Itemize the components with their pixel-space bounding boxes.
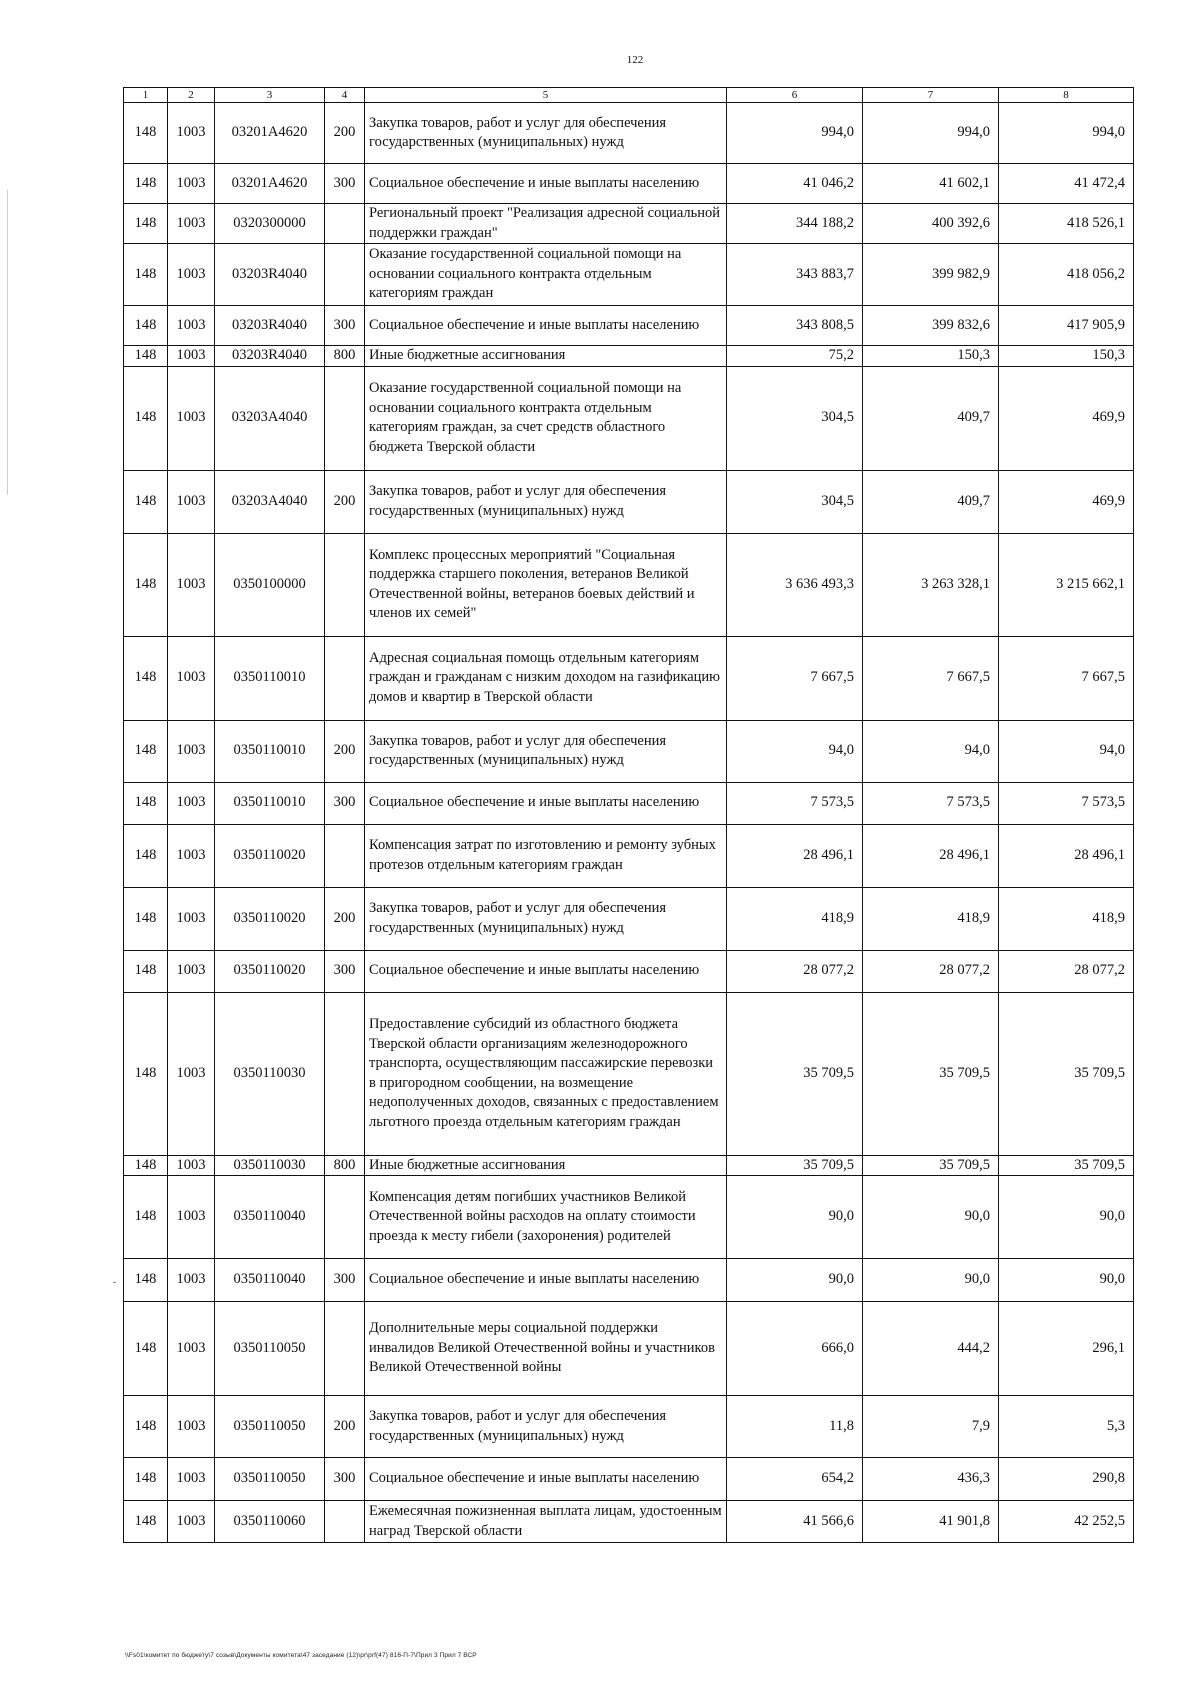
budget-table-container xyxy=(123,87,1133,1543)
table-row xyxy=(124,204,1134,244)
cell-target-code: 0350110030 xyxy=(215,992,325,1155)
cell-ministry-code: 148 xyxy=(124,992,168,1155)
cell-target-code: 0350110040 xyxy=(215,1176,325,1259)
cell-expense-type: 200 xyxy=(325,470,365,533)
cell-amount-col6: 994,0 xyxy=(727,103,863,164)
cell-description: Закупка товаров, работ и услуг для обеспечения государственных (муниципальных) нужд xyxy=(365,887,727,950)
file-path-footer: \\Fs01\комитет по бюджету\7 созыв\Документы комитета\47 заседание (12)\pr\prf(47) 816-П-7\Прил 3 Прил 7 ВСР xyxy=(125,1652,477,1659)
cell-expense-type: 300 xyxy=(325,1458,365,1501)
cell-ministry-code: 148 xyxy=(124,1396,168,1458)
cell-amount-col7: 418,9 xyxy=(863,887,999,950)
table-row xyxy=(124,824,1134,887)
cell-amount-col6: 35 709,5 xyxy=(727,1155,863,1176)
cell-target-code: 0350110050 xyxy=(215,1302,325,1396)
cell-expense-type: 300 xyxy=(325,950,365,992)
cell-description: Закупка товаров, работ и услуг для обеспечения государственных (муниципальных) нужд xyxy=(365,470,727,533)
scan-margin-mark xyxy=(7,190,8,495)
table-row xyxy=(124,782,1134,824)
cell-amount-col8: 90,0 xyxy=(999,1176,1134,1259)
cell-section-code: 1003 xyxy=(168,164,215,204)
cell-section-code: 1003 xyxy=(168,887,215,950)
cell-amount-col8: 994,0 xyxy=(999,103,1134,164)
cell-expense-type xyxy=(325,1501,365,1543)
cell-target-code: 0350110030 xyxy=(215,1155,325,1176)
table-row xyxy=(124,1396,1134,1458)
cell-section-code: 1003 xyxy=(168,346,215,367)
cell-amount-col6: 41 046,2 xyxy=(727,164,863,204)
table-row xyxy=(124,1302,1134,1396)
table-row xyxy=(124,636,1134,720)
cell-amount-col8: 7 667,5 xyxy=(999,636,1134,720)
cell-description: Социальное обеспечение и иные выплаты населению xyxy=(365,950,727,992)
cell-amount-col6: 90,0 xyxy=(727,1259,863,1302)
cell-amount-col7: 994,0 xyxy=(863,103,999,164)
cell-section-code: 1003 xyxy=(168,1155,215,1176)
cell-amount-col7: 7 573,5 xyxy=(863,782,999,824)
cell-description: Закупка товаров, работ и услуг для обеспечения государственных (муниципальных) нужд xyxy=(365,720,727,782)
cell-amount-col6: 343 808,5 xyxy=(727,306,863,346)
cell-description: Комплекс процессных мероприятий "Социальная поддержка старшего поколения, ветеранов Великой Отечественной войны, ветеранов боевых действий и членов их семей" xyxy=(365,533,727,636)
cell-expense-type xyxy=(325,992,365,1155)
cell-ministry-code: 148 xyxy=(124,244,168,306)
table-row xyxy=(124,887,1134,950)
cell-ministry-code: 148 xyxy=(124,636,168,720)
cell-target-code: 0350110050 xyxy=(215,1458,325,1501)
cell-expense-type: 200 xyxy=(325,103,365,164)
cell-target-code: 03201A4620 xyxy=(215,103,325,164)
cell-amount-col7: 399 982,9 xyxy=(863,244,999,306)
cell-section-code: 1003 xyxy=(168,1259,215,1302)
cell-section-code: 1003 xyxy=(168,636,215,720)
cell-expense-type: 200 xyxy=(325,887,365,950)
column-header-2: 2 xyxy=(168,88,215,103)
cell-amount-col7: 94,0 xyxy=(863,720,999,782)
table-row xyxy=(124,470,1134,533)
cell-description: Компенсация детям погибших участников Великой Отечественной войны расходов на оплату стоимости проезда к месту гибели (захоронения) родителей xyxy=(365,1176,727,1259)
cell-amount-col6: 418,9 xyxy=(727,887,863,950)
cell-section-code: 1003 xyxy=(168,1501,215,1543)
cell-target-code: 0350110010 xyxy=(215,636,325,720)
table-row xyxy=(124,1501,1134,1543)
cell-ministry-code: 148 xyxy=(124,1458,168,1501)
cell-amount-col7: 41 602,1 xyxy=(863,164,999,204)
cell-amount-col6: 3 636 493,3 xyxy=(727,533,863,636)
column-header-4: 4 xyxy=(325,88,365,103)
cell-section-code: 1003 xyxy=(168,244,215,306)
cell-section-code: 1003 xyxy=(168,1176,215,1259)
cell-expense-type: 800 xyxy=(325,1155,365,1176)
cell-description: Адресная социальная помощь отдельным категориям граждан и гражданам с низким доходом на газификацию домов и квартир в Тверской области xyxy=(365,636,727,720)
cell-section-code: 1003 xyxy=(168,720,215,782)
cell-description: Социальное обеспечение и иные выплаты населению xyxy=(365,1458,727,1501)
cell-description: Оказание государственной социальной помощи на основании социального контракта отдельным категориям граждан xyxy=(365,244,727,306)
cell-amount-col6: 7 573,5 xyxy=(727,782,863,824)
cell-amount-col8: 418 056,2 xyxy=(999,244,1134,306)
cell-amount-col8: 469,9 xyxy=(999,366,1134,470)
cell-ministry-code: 148 xyxy=(124,164,168,204)
cell-description: Дополнительные меры социальной поддержки инвалидов Великой Отечественной войны и участников Великой Отечественной войны xyxy=(365,1302,727,1396)
cell-amount-col7: 409,7 xyxy=(863,470,999,533)
cell-ministry-code: 148 xyxy=(124,346,168,367)
cell-amount-col8: 5,3 xyxy=(999,1396,1134,1458)
cell-target-code: 03203R4040 xyxy=(215,346,325,367)
cell-expense-type xyxy=(325,1302,365,1396)
cell-section-code: 1003 xyxy=(168,1302,215,1396)
table-row xyxy=(124,533,1134,636)
cell-amount-col8: 41 472,4 xyxy=(999,164,1134,204)
column-header-7: 7 xyxy=(863,88,999,103)
cell-description: Социальное обеспечение и иные выплаты населению xyxy=(365,1259,727,1302)
cell-amount-col7: 28 077,2 xyxy=(863,950,999,992)
cell-amount-col8: 94,0 xyxy=(999,720,1134,782)
column-header-6: 6 xyxy=(727,88,863,103)
cell-amount-col6: 41 566,6 xyxy=(727,1501,863,1543)
cell-ministry-code: 148 xyxy=(124,782,168,824)
cell-target-code: 0320300000 xyxy=(215,204,325,244)
cell-amount-col7: 436,3 xyxy=(863,1458,999,1501)
cell-expense-type xyxy=(325,366,365,470)
cell-section-code: 1003 xyxy=(168,470,215,533)
cell-amount-col6: 75,2 xyxy=(727,346,863,367)
table-row xyxy=(124,1259,1134,1302)
cell-amount-col7: 3 263 328,1 xyxy=(863,533,999,636)
cell-amount-col6: 343 883,7 xyxy=(727,244,863,306)
cell-amount-col7: 7 667,5 xyxy=(863,636,999,720)
table-row xyxy=(124,346,1134,367)
cell-ministry-code: 148 xyxy=(124,204,168,244)
cell-description: Иные бюджетные ассигнования xyxy=(365,1155,727,1176)
cell-ministry-code: 148 xyxy=(124,824,168,887)
cell-description: Региональный проект "Реализация адресной социальной поддержки граждан" xyxy=(365,204,727,244)
cell-amount-col8: 290,8 xyxy=(999,1458,1134,1501)
cell-target-code: 0350110010 xyxy=(215,782,325,824)
cell-target-code: 03203R4040 xyxy=(215,306,325,346)
cell-amount-col7: 41 901,8 xyxy=(863,1501,999,1543)
table-row xyxy=(124,164,1134,204)
cell-amount-col8: 417 905,9 xyxy=(999,306,1134,346)
cell-amount-col7: 7,9 xyxy=(863,1396,999,1458)
cell-amount-col7: 400 392,6 xyxy=(863,204,999,244)
cell-ministry-code: 148 xyxy=(124,1259,168,1302)
cell-expense-type: 300 xyxy=(325,164,365,204)
cell-amount-col6: 28 077,2 xyxy=(727,950,863,992)
cell-amount-col7: 399 832,6 xyxy=(863,306,999,346)
cell-amount-col7: 90,0 xyxy=(863,1259,999,1302)
column-header-8: 8 xyxy=(999,88,1134,103)
cell-amount-col8: 28 496,1 xyxy=(999,824,1134,887)
cell-section-code: 1003 xyxy=(168,366,215,470)
cell-description: Социальное обеспечение и иные выплаты населению xyxy=(365,164,727,204)
cell-amount-col7: 35 709,5 xyxy=(863,992,999,1155)
cell-amount-col8: 418 526,1 xyxy=(999,204,1134,244)
cell-target-code: 03203A4040 xyxy=(215,470,325,533)
cell-ministry-code: 148 xyxy=(124,103,168,164)
scan-dot-mark xyxy=(113,1282,116,1283)
page-number: 122 xyxy=(626,54,644,66)
cell-amount-col8: 35 709,5 xyxy=(999,992,1134,1155)
cell-ministry-code: 148 xyxy=(124,720,168,782)
cell-expense-type xyxy=(325,533,365,636)
table-row xyxy=(124,103,1134,164)
cell-description: Предоставление субсидий из областного бюджета Тверской области организациям железнодорожного транспорта, осуществляющим пассажирские перевозки в пригородном сообщении, на возмещение недополученных доходов, связанных с предоставлением льготного проезда отдельным категориям граждан xyxy=(365,992,727,1155)
cell-target-code: 03201A4620 xyxy=(215,164,325,204)
cell-ministry-code: 148 xyxy=(124,533,168,636)
cell-ministry-code: 148 xyxy=(124,1176,168,1259)
cell-amount-col6: 344 188,2 xyxy=(727,204,863,244)
cell-amount-col6: 28 496,1 xyxy=(727,824,863,887)
cell-amount-col6: 35 709,5 xyxy=(727,992,863,1155)
cell-amount-col6: 666,0 xyxy=(727,1302,863,1396)
cell-ministry-code: 148 xyxy=(124,1155,168,1176)
cell-expense-type xyxy=(325,244,365,306)
cell-section-code: 1003 xyxy=(168,992,215,1155)
table-row xyxy=(124,1176,1134,1259)
cell-ministry-code: 148 xyxy=(124,470,168,533)
table-row xyxy=(124,366,1134,470)
cell-expense-type: 200 xyxy=(325,1396,365,1458)
cell-amount-col6: 90,0 xyxy=(727,1176,863,1259)
cell-section-code: 1003 xyxy=(168,204,215,244)
column-header-5: 5 xyxy=(365,88,727,103)
cell-amount-col6: 7 667,5 xyxy=(727,636,863,720)
cell-expense-type xyxy=(325,636,365,720)
cell-description: Закупка товаров, работ и услуг для обеспечения государственных (муниципальных) нужд xyxy=(365,103,727,164)
cell-section-code: 1003 xyxy=(168,950,215,992)
cell-amount-col8: 7 573,5 xyxy=(999,782,1134,824)
cell-target-code: 0350110060 xyxy=(215,1501,325,1543)
cell-expense-type xyxy=(325,204,365,244)
cell-amount-col6: 94,0 xyxy=(727,720,863,782)
budget-table xyxy=(123,87,1134,1543)
cell-description: Компенсация затрат по изготовлению и ремонту зубных протезов отдельным категориям граждан xyxy=(365,824,727,887)
cell-description: Закупка товаров, работ и услуг для обеспечения государственных (муниципальных) нужд xyxy=(365,1396,727,1458)
cell-expense-type xyxy=(325,824,365,887)
table-row xyxy=(124,720,1134,782)
cell-target-code: 0350110050 xyxy=(215,1396,325,1458)
cell-expense-type: 800 xyxy=(325,346,365,367)
column-header-1: 1 xyxy=(124,88,168,103)
cell-ministry-code: 148 xyxy=(124,1302,168,1396)
cell-section-code: 1003 xyxy=(168,1458,215,1501)
cell-amount-col6: 11,8 xyxy=(727,1396,863,1458)
table-row xyxy=(124,1458,1134,1501)
cell-target-code: 03203R4040 xyxy=(215,244,325,306)
cell-description: Социальное обеспечение и иные выплаты населению xyxy=(365,306,727,346)
cell-description: Социальное обеспечение и иные выплаты населению xyxy=(365,782,727,824)
cell-ministry-code: 148 xyxy=(124,1501,168,1543)
table-row xyxy=(124,1155,1134,1176)
cell-amount-col6: 304,5 xyxy=(727,470,863,533)
table-header-row xyxy=(124,88,1134,103)
cell-target-code: 0350110040 xyxy=(215,1259,325,1302)
cell-section-code: 1003 xyxy=(168,824,215,887)
cell-target-code: 0350100000 xyxy=(215,533,325,636)
cell-target-code: 0350110020 xyxy=(215,950,325,992)
cell-ministry-code: 148 xyxy=(124,887,168,950)
cell-amount-col7: 444,2 xyxy=(863,1302,999,1396)
table-row xyxy=(124,244,1134,306)
column-header-3: 3 xyxy=(215,88,325,103)
cell-amount-col7: 28 496,1 xyxy=(863,824,999,887)
cell-amount-col6: 654,2 xyxy=(727,1458,863,1501)
cell-expense-type: 200 xyxy=(325,720,365,782)
table-row xyxy=(124,992,1134,1155)
cell-description: Ежемесячная пожизненная выплата лицам, удостоенным наград Тверской области xyxy=(365,1501,727,1543)
cell-section-code: 1003 xyxy=(168,306,215,346)
cell-section-code: 1003 xyxy=(168,782,215,824)
cell-target-code: 03203A4040 xyxy=(215,366,325,470)
cell-section-code: 1003 xyxy=(168,103,215,164)
cell-expense-type xyxy=(325,1176,365,1259)
cell-amount-col8: 469,9 xyxy=(999,470,1134,533)
cell-section-code: 1003 xyxy=(168,533,215,636)
cell-amount-col6: 304,5 xyxy=(727,366,863,470)
cell-description: Оказание государственной социальной помощи на основании социального контракта отдельным категориям граждан, за счет средств областного бюджета Тверской области xyxy=(365,366,727,470)
cell-amount-col8: 28 077,2 xyxy=(999,950,1134,992)
cell-target-code: 0350110020 xyxy=(215,824,325,887)
cell-amount-col8: 418,9 xyxy=(999,887,1134,950)
cell-ministry-code: 148 xyxy=(124,950,168,992)
cell-expense-type: 300 xyxy=(325,1259,365,1302)
cell-amount-col8: 35 709,5 xyxy=(999,1155,1134,1176)
cell-ministry-code: 148 xyxy=(124,306,168,346)
cell-amount-col7: 150,3 xyxy=(863,346,999,367)
cell-section-code: 1003 xyxy=(168,1396,215,1458)
cell-amount-col8: 150,3 xyxy=(999,346,1134,367)
cell-target-code: 0350110010 xyxy=(215,720,325,782)
cell-expense-type: 300 xyxy=(325,782,365,824)
cell-amount-col8: 3 215 662,1 xyxy=(999,533,1134,636)
cell-target-code: 0350110020 xyxy=(215,887,325,950)
cell-amount-col7: 90,0 xyxy=(863,1176,999,1259)
cell-expense-type: 300 xyxy=(325,306,365,346)
cell-amount-col8: 90,0 xyxy=(999,1259,1134,1302)
cell-description: Иные бюджетные ассигнования xyxy=(365,346,727,367)
table-row xyxy=(124,950,1134,992)
table-row xyxy=(124,306,1134,346)
cell-amount-col7: 35 709,5 xyxy=(863,1155,999,1176)
cell-amount-col7: 409,7 xyxy=(863,366,999,470)
cell-amount-col8: 296,1 xyxy=(999,1302,1134,1396)
cell-amount-col8: 42 252,5 xyxy=(999,1501,1134,1543)
cell-ministry-code: 148 xyxy=(124,366,168,470)
